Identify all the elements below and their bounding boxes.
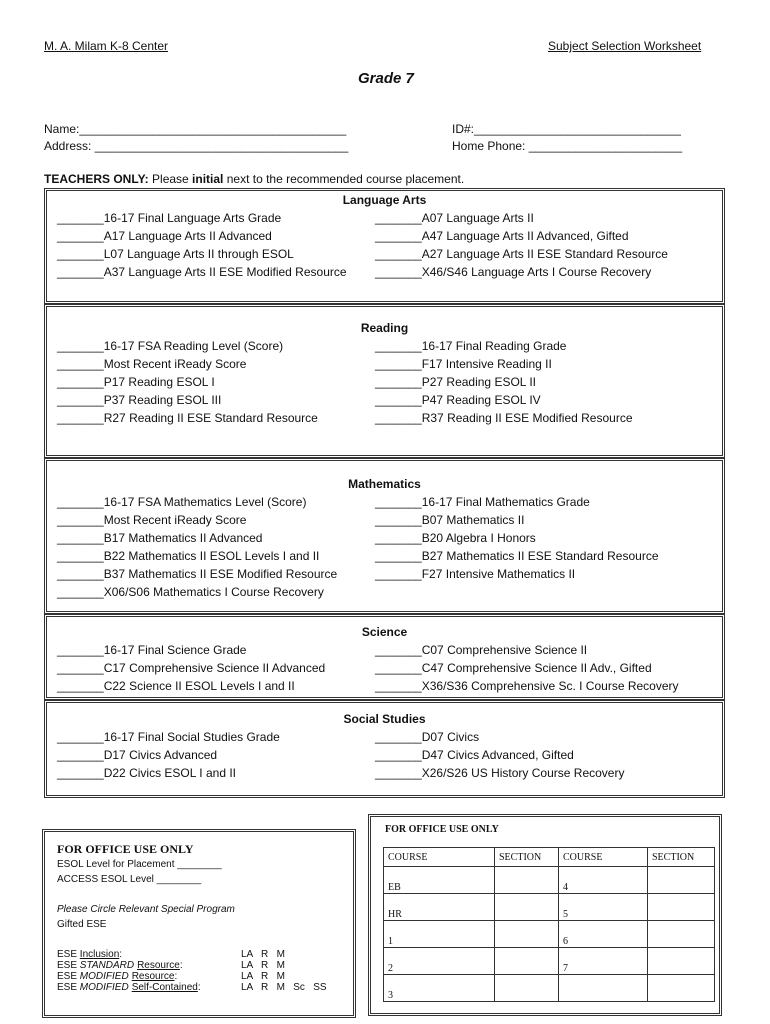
course-option[interactable] (57, 549, 319, 563)
table-cell[interactable] (495, 894, 559, 921)
course-option[interactable] (375, 339, 566, 353)
course-option[interactable] (375, 643, 587, 657)
phone-field[interactable]: Home Phone: _______________________ (452, 139, 683, 153)
ese-row (57, 949, 122, 960)
school-name: M. A. Milam K-8 Center (44, 39, 169, 53)
table-cell[interactable] (648, 921, 715, 948)
course-option[interactable] (57, 567, 337, 581)
course-label: A37 Language Arts II ESE Modified Resource (103, 265, 347, 279)
course-label: B27 Mathematics II ESE Standard Resource (421, 549, 659, 563)
initial-blank[interactable]: _______ (57, 730, 104, 744)
initial-blank[interactable]: _______ (57, 357, 104, 371)
ese-pre: ESE (57, 960, 80, 971)
course-option[interactable] (57, 247, 294, 261)
teacher-note-bold: TEACHERS ONLY: (44, 172, 149, 186)
course-option[interactable] (375, 229, 629, 243)
course-option[interactable] (375, 513, 524, 527)
course-label: 16-17 FSA Reading Level (Score) (103, 339, 284, 353)
initial-blank[interactable]: _______ (375, 211, 422, 225)
course-option[interactable] (57, 339, 283, 353)
table-row (384, 894, 715, 921)
ese-u: Resource (131, 971, 175, 982)
ese-pre: ESE (57, 971, 80, 982)
ese-options[interactable]: LA R M Sc SS (241, 982, 327, 993)
initial-blank[interactable]: _______ (375, 748, 422, 762)
address-label: Address: (44, 139, 92, 153)
course-option[interactable] (375, 679, 679, 693)
ese-u: Resource (137, 960, 180, 971)
ese-options[interactable]: LA R M (241, 971, 285, 982)
ese-post: : (197, 982, 201, 993)
course-option[interactable] (57, 661, 325, 675)
circle-note: Please Circle Relevant Special Program (57, 904, 235, 915)
course-label: R37 Reading II ESE Modified Resource (421, 411, 633, 425)
course-option[interactable] (57, 375, 215, 389)
course-option[interactable] (375, 211, 534, 225)
initial-blank[interactable]: _______ (375, 730, 422, 744)
table-cell[interactable]: 5 (559, 894, 648, 921)
id-field[interactable]: ID#:_______________________________ (452, 122, 681, 136)
grade-title: Grade 7 (358, 70, 414, 87)
course-option[interactable] (57, 265, 347, 279)
section-title: Reading (360, 321, 409, 335)
table-cell[interactable] (559, 975, 648, 1002)
course-label: B37 Mathematics II ESE Modified Resource (103, 567, 338, 581)
ese-em: MODIFIED (79, 971, 129, 982)
section-reading (44, 304, 725, 458)
table-cell[interactable] (648, 867, 715, 894)
course-label: C07 Comprehensive Science II (421, 643, 588, 657)
course-option[interactable] (375, 549, 659, 563)
address-field[interactable]: Address: ______________________________________ (44, 139, 349, 153)
course-option[interactable] (375, 411, 633, 425)
initial-blank[interactable]: _______ (57, 339, 104, 353)
ese-row (57, 971, 177, 982)
course-label: 16-17 Final Reading Grade (421, 339, 567, 353)
phone-label: Home Phone: (452, 139, 526, 153)
program-options[interactable]: Gifted ESE (57, 919, 107, 930)
course-label: C22 Science II ESOL Levels I and II (103, 679, 295, 693)
course-label: 16-17 Final Mathematics Grade (421, 495, 590, 509)
ese-options[interactable]: LA R M (241, 960, 285, 971)
id-label: ID#: (452, 122, 475, 136)
initial-blank[interactable]: _______ (57, 643, 104, 657)
table-cell[interactable]: 1 (384, 921, 495, 948)
table-cell[interactable]: HR (384, 894, 495, 921)
initial-blank[interactable]: _______ (375, 643, 422, 657)
header-course: COURSE (559, 848, 648, 867)
initial-blank[interactable]: _______ (57, 679, 104, 693)
initial-blank[interactable]: _______ (375, 411, 422, 425)
course-label: X36/S36 Comprehensive Sc. I Course Recovery (421, 679, 679, 693)
table-row (384, 975, 715, 1002)
course-label: P27 Reading ESOL II (421, 375, 537, 389)
initial-blank[interactable]: _______ (57, 513, 104, 527)
header-course: COURSE (384, 848, 495, 867)
initial-blank[interactable]: _______ (57, 766, 104, 780)
initial-blank[interactable]: _______ (375, 495, 422, 509)
course-option[interactable] (375, 730, 479, 744)
initial-blank[interactable]: _______ (57, 265, 104, 279)
table-row (384, 867, 715, 894)
table-cell[interactable]: 4 (559, 867, 648, 894)
course-option[interactable] (57, 211, 281, 225)
course-option[interactable] (57, 643, 246, 657)
course-option[interactable] (57, 229, 272, 243)
initial-blank[interactable]: _______ (57, 495, 104, 509)
initial-blank[interactable]: _______ (57, 585, 104, 599)
initial-blank[interactable]: _______ (375, 513, 422, 527)
course-option[interactable] (375, 375, 536, 389)
initial-blank[interactable]: _______ (375, 375, 422, 389)
section-title: Science (361, 625, 408, 639)
initial-blank[interactable]: _______ (375, 766, 422, 780)
office2-title: FOR OFFICE USE ONLY (385, 824, 499, 835)
ese-u: Inclusion (79, 949, 120, 960)
initial-blank[interactable]: _______ (57, 411, 104, 425)
course-option[interactable] (57, 748, 217, 762)
course-option[interactable] (375, 661, 652, 675)
course-option[interactable] (375, 393, 541, 407)
ese-em: STANDARD (79, 960, 135, 971)
course-label: P17 Reading ESOL I (103, 375, 215, 389)
table-row (384, 948, 715, 975)
section-mathematics (44, 458, 725, 614)
course-option[interactable] (375, 567, 575, 581)
teacher-note (44, 172, 464, 186)
worksheet-title: Subject Selection Worksheet (548, 39, 702, 53)
initial-blank[interactable]: _______ (375, 531, 422, 545)
course-option[interactable] (375, 531, 536, 545)
table-cell[interactable] (648, 948, 715, 975)
course-label: Most Recent iReady Score (103, 357, 247, 371)
course-label: A47 Language Arts II Advanced, Gifted (421, 229, 629, 243)
teacher-note-pre: Please (148, 172, 193, 186)
course-option[interactable] (57, 585, 324, 599)
name-label: Name: (44, 122, 80, 136)
esol-level-field[interactable]: ESOL Level for Placement ________ (57, 859, 222, 870)
course-label: B17 Mathematics II Advanced (103, 531, 263, 545)
course-label: 16-17 Final Social Studies Grade (103, 730, 280, 744)
table-header-row (384, 848, 715, 867)
course-label: D17 Civics Advanced (103, 748, 218, 762)
course-label: C17 Comprehensive Science II Advanced (103, 661, 326, 675)
course-label: P47 Reading ESOL IV (421, 393, 541, 407)
initial-blank[interactable]: _______ (375, 393, 422, 407)
name-field[interactable]: Name:________________________________________ (44, 122, 347, 136)
initial-blank[interactable]: _______ (375, 229, 422, 243)
ese-row (57, 982, 201, 993)
access-esol-field[interactable]: ACCESS ESOL Level ________ (57, 874, 202, 885)
course-option[interactable] (375, 766, 624, 780)
section-social-studies (44, 700, 725, 798)
initial-blank[interactable]: _______ (57, 661, 104, 675)
section-title: Mathematics (348, 477, 421, 491)
course-label: D22 Civics ESOL I and II (103, 766, 236, 780)
teacher-note-post: next to the recommended course placement. (223, 172, 465, 186)
course-label: R27 Reading II ESE Standard Resource (103, 411, 318, 425)
initial-blank[interactable]: _______ (57, 567, 104, 581)
course-label: F17 Intensive Reading II (421, 357, 552, 371)
course-option[interactable] (57, 357, 246, 371)
initial-blank[interactable]: _______ (57, 549, 104, 563)
course-option[interactable] (57, 411, 318, 425)
table-cell[interactable] (648, 894, 715, 921)
section-title: Language Arts (342, 193, 427, 207)
course-label: X06/S06 Mathematics I Course Recovery (103, 585, 324, 599)
table-cell[interactable]: EB (384, 867, 495, 894)
table-cell[interactable] (495, 921, 559, 948)
table-cell[interactable]: 3 (384, 975, 495, 1002)
course-label: D47 Civics Advanced, Gifted (421, 748, 574, 762)
teacher-note-initial: initial (192, 172, 224, 186)
course-option[interactable] (375, 265, 651, 279)
table-cell[interactable] (495, 975, 559, 1002)
initial-blank[interactable]: _______ (375, 567, 422, 581)
ese-em: MODIFIED (79, 982, 129, 993)
initial-blank[interactable]: _______ (375, 549, 422, 563)
initial-blank[interactable]: _______ (57, 531, 104, 545)
course-label: A07 Language Arts II (421, 211, 534, 225)
course-option[interactable] (57, 730, 280, 744)
course-option[interactable] (57, 513, 246, 527)
table-cell[interactable] (495, 948, 559, 975)
course-label: B20 Algebra I Honors (421, 531, 536, 545)
course-option[interactable] (375, 748, 574, 762)
initial-blank[interactable]: _______ (57, 748, 104, 762)
section-title: Social Studies (343, 712, 426, 726)
course-option[interactable] (375, 357, 552, 371)
ese-pre: ESE (57, 949, 80, 960)
course-label: B07 Mathematics II (421, 513, 525, 527)
course-option[interactable] (57, 393, 221, 407)
header-section: SECTION (648, 848, 715, 867)
course-label: Most Recent iReady Score (103, 513, 247, 527)
table-cell[interactable] (648, 975, 715, 1002)
course-option[interactable] (57, 531, 262, 545)
ese-post: : (179, 960, 183, 971)
course-section-table (383, 847, 715, 1002)
initial-blank[interactable]: _______ (57, 247, 104, 261)
initial-blank[interactable]: _______ (375, 679, 422, 693)
header-section: SECTION (495, 848, 559, 867)
course-label: D07 Civics (421, 730, 480, 744)
course-label: 16-17 FSA Mathematics Level (Score) (103, 495, 307, 509)
course-label: A17 Language Arts II Advanced (103, 229, 272, 243)
initial-blank[interactable]: _______ (375, 247, 422, 261)
table-cell[interactable]: 7 (559, 948, 648, 975)
course-label: X26/S26 US History Course Recovery (421, 766, 625, 780)
ese-post: : (174, 971, 178, 982)
course-option[interactable] (57, 679, 295, 693)
ese-options[interactable]: LA R M (241, 949, 285, 960)
course-section-box (368, 814, 722, 1016)
initial-blank[interactable]: _______ (57, 375, 104, 389)
course-option[interactable] (375, 495, 590, 509)
initial-blank[interactable]: _______ (57, 229, 104, 243)
office-use-box (42, 829, 356, 1018)
ese-u: Self-Contained (131, 982, 198, 993)
table-row (384, 921, 715, 948)
section-science (44, 614, 725, 700)
initial-blank[interactable]: _______ (375, 265, 422, 279)
ese-pre: ESE (57, 982, 80, 993)
initial-blank[interactable]: _______ (375, 661, 422, 675)
course-label: F27 Intensive Mathematics II (421, 567, 576, 581)
initial-blank[interactable]: _______ (375, 339, 422, 353)
table-cell[interactable]: 6 (559, 921, 648, 948)
course-label: X46/S46 Language Arts I Course Recovery (421, 265, 652, 279)
initial-blank[interactable]: _______ (57, 393, 104, 407)
table-cell[interactable] (495, 867, 559, 894)
office1-title: FOR OFFICE USE ONLY (57, 842, 194, 856)
ese-post: : (119, 949, 123, 960)
course-label: 16-17 Final Language Arts Grade (103, 211, 282, 225)
course-label: P37 Reading ESOL III (103, 393, 222, 407)
course-option[interactable] (57, 766, 236, 780)
course-label: B22 Mathematics II ESOL Levels I and II (103, 549, 320, 563)
course-label: L07 Language Arts II through ESOL (103, 247, 294, 261)
course-label: C47 Comprehensive Science II Adv., Gifted (421, 661, 652, 675)
ese-row (57, 960, 183, 971)
course-label: 16-17 Final Science Grade (103, 643, 247, 657)
initial-blank[interactable]: _______ (57, 211, 104, 225)
course-option[interactable] (57, 495, 306, 509)
section-language-arts (44, 188, 725, 304)
course-option[interactable] (375, 247, 668, 261)
initial-blank[interactable]: _______ (375, 357, 422, 371)
course-label: A27 Language Arts II ESE Standard Resource (421, 247, 668, 261)
table-cell[interactable]: 2 (384, 948, 495, 975)
